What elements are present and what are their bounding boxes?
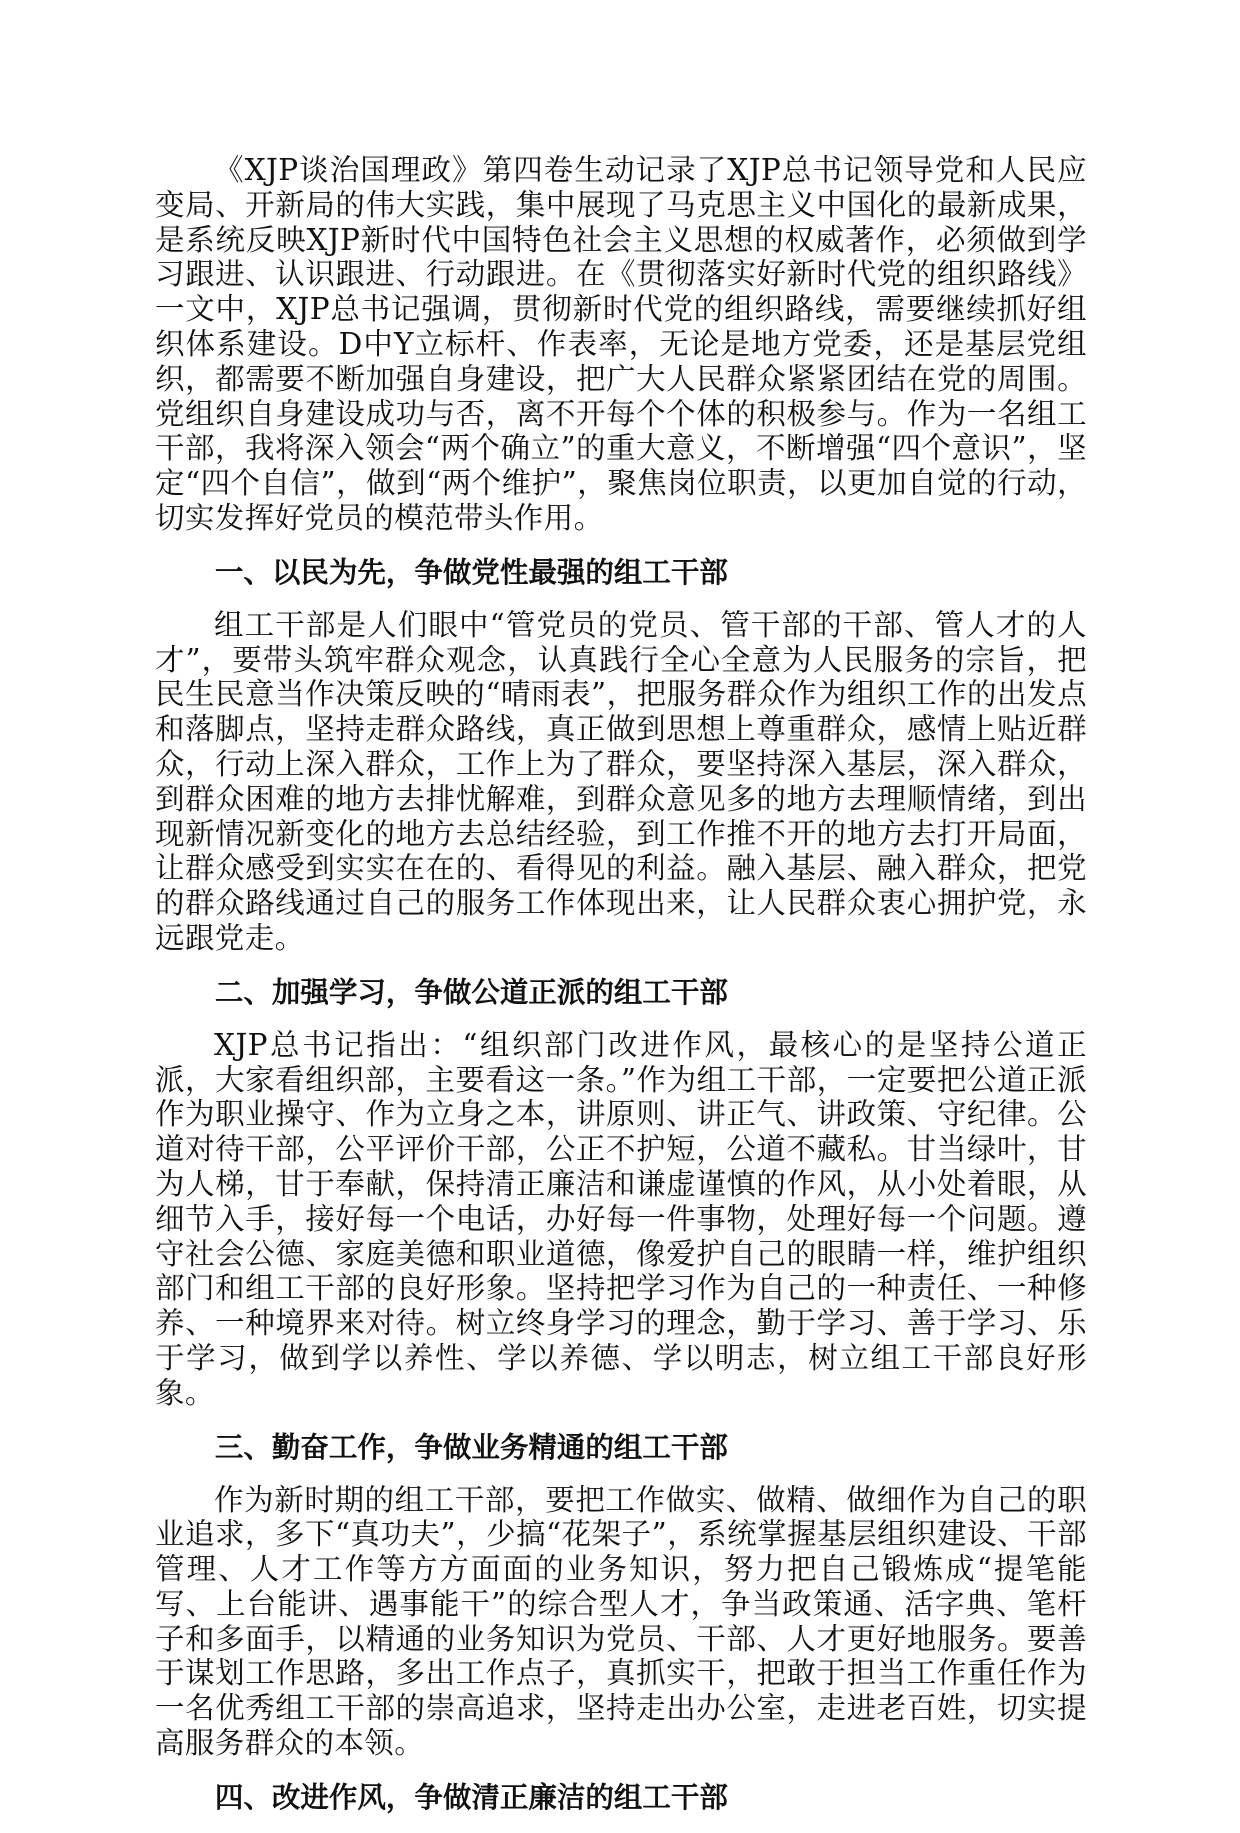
- section-heading-1: 一、以民为先，争做党性最强的组工干部: [214, 555, 728, 589]
- section-paragraph-2: XJP总书记指出：“组织部门改进作风，最核心的是坚持公道正派，大家看组织部，主要看这一条。”作为组工干部，一定要把公道正派作为职业操守、作为立身之本，讲原则、讲正气、讲政策、守纪律。公道对待干部，公平评价干部，公正不护短，公道不藏私。甘当绿叶，甘为人梯，甘于奉献，保持清正廉洁和谦虚谨慎的作风，从小处着眼，从细节入手，接好每一个电话，办好每一件事物，处理好每一个问题。遵守社会公德、家庭美德和职业道德，像爱护自己的眼睛一样，维护组织部门和组工干部的良好形象。坚持把学习作为自己的一种责任、一种修养、一种境界来对待。树立终身学习的理念，勤于学习、善于学习、乐于学习，做到学以养性、学以养德、学以明志，树立组工干部良好形象。: [155, 1027, 1087, 1410]
- section-heading-2: 二、加强学习，争做公道正派的组工干部: [214, 975, 728, 1009]
- section-heading-3: 三、勤奋工作，争做业务精通的组工干部: [214, 1430, 728, 1464]
- document-body: [155, 153, 1087, 1833]
- section-heading-4: 四、改进作风，争做清正廉洁的组工干部: [214, 1780, 728, 1814]
- intro-paragraph: 《XJP谈治国理政》第四卷生动记录了XJP总书记领导党和人民应变局、开新局的伟大实践，集中展现了马克思主义中国化的最新成果，是系统反映XJP新时代中国特色社会主义思想的权威著作，必须做到学习跟进、认识跟进、行动跟进。在《贯彻落实好新时代党的组织路线》一文中，XJP总书记强调，贯彻新时代党的组织路线，需要继续抓好组织体系建设。D中Y立标杆、作表率，无论是地方党委，还是基层党组织，都需要不断加强自身建设，把广大人民群众紧紧团结在党的周围。党组织自身建设成功与否，离不开每个个体的积极参与。作为一名组工干部，我将深入领会“两个确立”的重大意义，不断增强“四个意识”，坚定“四个自信”，做到“两个维护”，聚焦岗位职责，以更加自觉的行动，切实发挥好党员的模范带头作用。: [155, 153, 1087, 535]
- section-paragraph-3: 作为新时期的组工干部，要把工作做实、做精、做细作为自己的职业追求，多下“真功夫”，少搞“花架子”，系统掌握基层组织建设、干部管理、人才工作等方方面面的业务知识，努力把自己锻炼成“提笔能写、上台能讲、遇事能干”的综合型人才，争当政策通、活字典、笔杆子和多面手，以精通的业务知识为党员、干部、人才更好地服务。要善于谋划工作思路，多出工作点子，真抓实干，把敢于担当工作重任作为一名优秀组工干部的崇高追求，坚持走出办公室，走进老百姓，切实提高服务群众的本领。: [155, 1482, 1087, 1761]
- section-paragraph-1: 组工干部是人们眼中“管党员的党员、管干部的干部、管人才的人才”，要带头筑牢群众观念，认真践行全心全意为人民服务的宗旨，把民生民意当作决策反映的“晴雨表”，把服务群众作为组织工作的出发点和落脚点，坚持走群众路线，真正做到思想上尊重群众，感情上贴近群众，行动上深入群众，工作上为了群众，要坚持深入基层，深入群众，到群众困难的地方去排忧解难，到群众意见多的地方去理顺情绪，到出现新情况新变化的地方去总结经验，到工作推不开的地方去打开局面，让群众感受到实实在在的、看得见的利益。融入基层、融入群众，把党的群众路线通过自己的服务工作体现出来，让人民群众衷心拥护党，永远跟党走。: [155, 607, 1087, 955]
